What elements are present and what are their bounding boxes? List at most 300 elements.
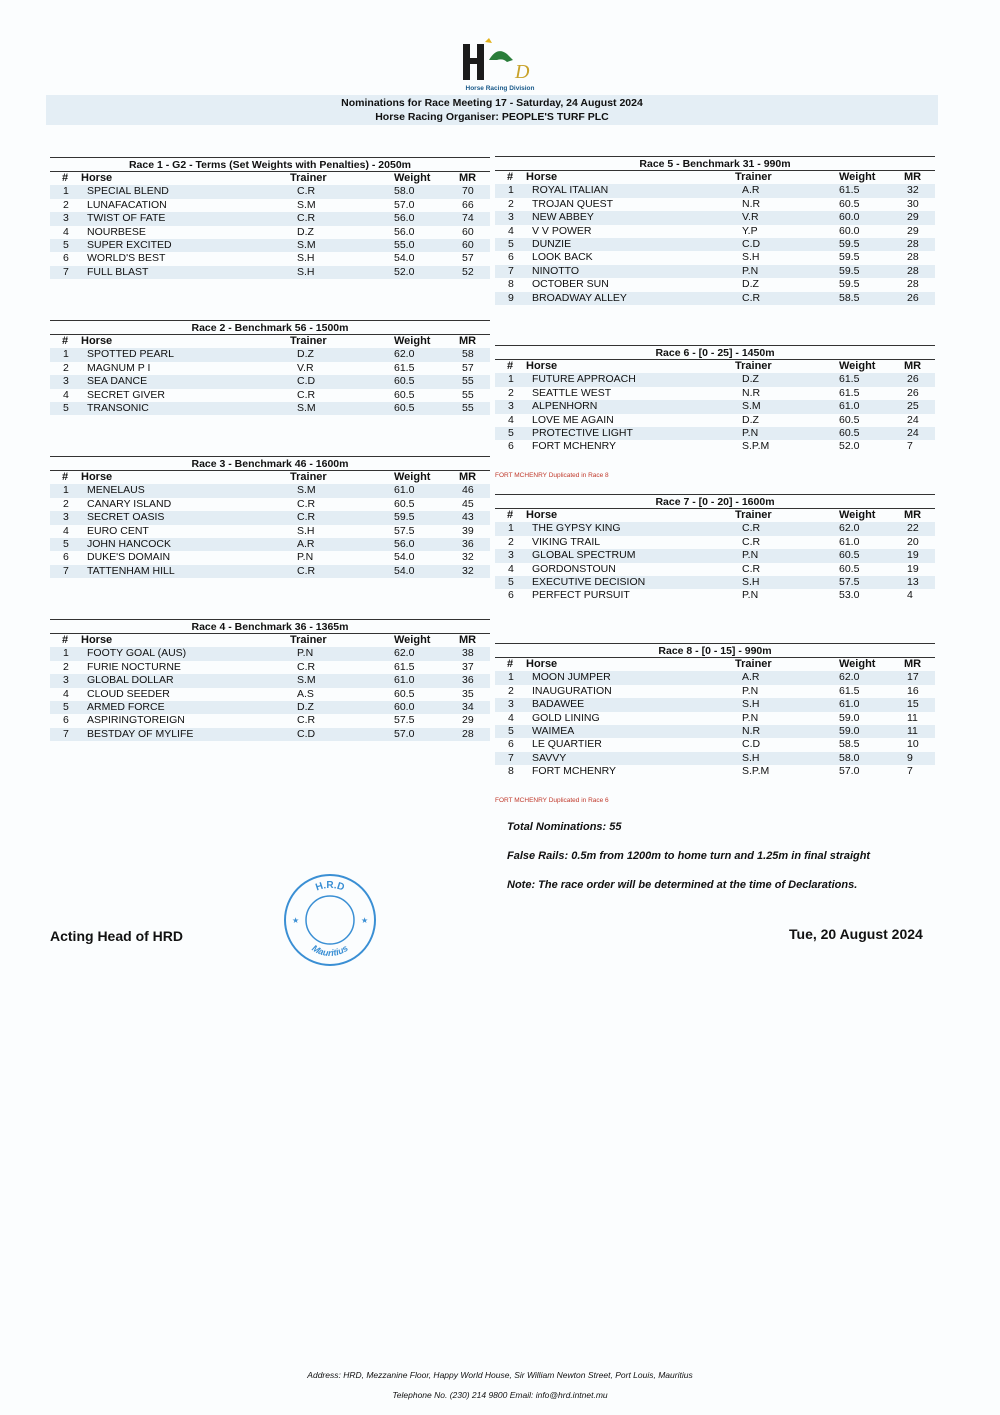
weight: 60.5 [839,549,860,562]
trainer: A.R [742,671,760,684]
weight: 54.0 [394,252,415,265]
table-row [495,536,935,549]
trainer: S.M [297,484,316,497]
weight: 60.5 [394,497,415,510]
race-1-table [50,157,490,279]
table-row [50,362,490,375]
trainer: N.R [742,724,761,737]
merit-rating: 9 [907,751,913,764]
weight: 60.0 [394,700,415,713]
horse-name: FORT MCHENRY [532,440,617,453]
race-title: Race 5 - Benchmark 31 - 990m [495,157,935,171]
trainer: S.P.M [742,765,770,778]
row-number: 3 [63,674,69,687]
horse-name: GORDONSTOUN [532,562,616,575]
weight: 59.5 [839,278,860,291]
merit-rating: 28 [907,237,919,250]
col-trainer-header: Trainer [290,634,327,646]
row-number: 3 [508,698,514,711]
horse-name: VIKING TRAIL [532,535,601,548]
row-number: 1 [63,484,69,497]
trainer: P.N [742,684,759,697]
horse-name: WORLD'S BEST [87,252,166,265]
table-row [50,538,490,551]
merit-rating: 34 [462,700,474,713]
row-number: 4 [63,225,69,238]
row-number: 5 [63,700,69,713]
weight: 52.0 [394,265,415,278]
col-mr-header: MR [904,509,922,521]
merit-rating: 28 [907,278,919,291]
footer-phone: Telephone No. (230) 214 9800 Email: info@hrd.intnet.mu [392,1390,608,1400]
col-num-header: # [507,360,514,372]
table-row [495,292,935,305]
weight: 60.0 [839,211,860,224]
weight: 61.0 [839,535,860,548]
horse-name: SPECIAL BLEND [87,185,169,198]
horse-name: SUPER EXCITED [87,238,172,251]
row-number: 2 [63,497,69,510]
duplicate-note-race6: FORT MCHENRY Duplicated in Race 8 [495,472,609,479]
row-number: 2 [508,386,514,399]
race-8-table [495,643,935,779]
merit-rating: 55 [462,388,474,401]
race-order-note: Note: The race order will be determined at the time of Declarations. [507,879,858,891]
weight: 57.5 [839,575,860,588]
col-trainer-header: Trainer [290,335,327,347]
column-header-row [50,634,490,647]
row-number: 5 [63,537,69,550]
horse-name: TATTENHAM HILL [87,564,175,577]
stamp-bottom-text: Mauritius [310,942,350,959]
col-trainer-header: Trainer [735,171,772,183]
row-number: 2 [508,197,514,210]
merit-rating: 35 [462,687,474,700]
trainer: C.R [297,511,316,524]
table-row [50,212,490,225]
weight: 59.0 [839,724,860,737]
table-row [495,198,935,211]
col-num-header: # [507,658,514,670]
horse-name: SECRET GIVER [87,388,165,401]
col-trainer-header: Trainer [735,509,772,521]
col-mr-header: MR [459,634,477,646]
weight: 58.0 [839,751,860,764]
col-num-header: # [62,634,69,646]
horse-name: DUKE'S DOMAIN [87,551,171,564]
column-header-row [495,360,935,373]
merit-rating: 7 [907,440,913,453]
horse-name: NEW ABBEY [532,211,594,224]
race-7-table [495,494,935,603]
weight: 61.5 [839,684,860,697]
merit-rating: 4 [907,589,913,602]
race-5-table [495,156,935,305]
horse-name: TRANSONIC [87,401,149,414]
row-number: 7 [63,564,69,577]
weight: 61.5 [839,373,860,386]
horse-name: NOURBESE [87,225,146,238]
trainer: S.H [297,524,315,537]
col-weight-header: Weight [839,658,876,670]
table-row [495,184,935,197]
merit-rating: 66 [462,198,474,211]
table-row [50,647,490,660]
merit-rating: 60 [462,225,474,238]
col-num-header: # [62,471,69,483]
trainer: C.R [297,212,316,225]
trainer: C.D [742,237,761,250]
race-title: Race 1 - G2 - Terms (Set Weights with Penalties) - 2050m [50,158,490,172]
trainer: D.Z [742,373,759,386]
horse-name: GOLD LINING [532,711,600,724]
trainer: P.N [742,264,759,277]
table-row [50,688,490,701]
horse-name: NINOTTO [532,264,580,277]
trainer: C.R [297,714,316,727]
weight: 61.0 [394,484,415,497]
merit-rating: 70 [462,185,474,198]
merit-rating: 58 [462,348,474,361]
row-number: 5 [63,238,69,251]
trainer: D.Z [297,225,314,238]
horse-name: MAGNUM P I [87,361,151,374]
column-header-row [495,171,935,184]
trainer: C.D [742,738,761,751]
trainer: P.N [742,711,759,724]
table-row [495,725,935,738]
table-row [50,498,490,511]
merit-rating: 26 [907,373,919,386]
merit-rating: 10 [907,738,919,751]
col-mr-header: MR [904,171,922,183]
weight: 58.5 [839,738,860,751]
trainer: P.N [742,549,759,562]
table-row [495,563,935,576]
row-number: 1 [508,373,514,386]
table-row [495,373,935,386]
row-number: 9 [508,291,514,304]
footer-address: Address: HRD, Mezzanine Floor, Happy World House, Sir William Newton Street, Port Louis, Mauritius [307,1370,693,1380]
trainer: A.R [297,537,315,550]
weight: 62.0 [394,647,415,660]
row-number: 6 [508,589,514,602]
row-number: 7 [508,751,514,764]
row-number: 2 [508,535,514,548]
row-number: 8 [508,765,514,778]
merit-rating: 32 [462,564,474,577]
col-horse-header: Horse [81,335,113,347]
col-mr-header: MR [459,335,477,347]
weight: 54.0 [394,551,415,564]
merit-rating: 26 [907,291,919,304]
merit-rating: 37 [462,660,474,673]
table-row [495,238,935,251]
merit-rating: 55 [462,375,474,388]
table-row [50,375,490,388]
trainer: S.H [742,575,760,588]
row-number: 3 [508,400,514,413]
merit-rating: 11 [907,724,918,737]
trainer: S.M [297,401,316,414]
svg-text:★: ★ [361,916,369,925]
horse-name: BROADWAY ALLEY [532,291,627,304]
stamp-top-text: H.R.D [314,880,346,894]
trainer: C.R [297,564,316,577]
horse-name: BADAWEE [532,698,585,711]
merit-rating: 20 [907,535,919,548]
col-weight-header: Weight [394,471,431,483]
col-trainer-header: Trainer [735,658,772,670]
horse-name: EXECUTIVE DECISION [532,575,646,588]
table-row [50,389,490,402]
table-row [50,661,490,674]
merit-rating: 32 [462,551,474,564]
horse-name: ASPIRINGTOREIGN [87,714,185,727]
merit-rating: 13 [907,575,919,588]
merit-rating: 52 [462,265,474,278]
weight: 60.5 [394,401,415,414]
trainer: P.N [742,426,759,439]
row-number: 6 [63,252,69,265]
weight: 54.0 [394,564,415,577]
trainer: S.M [297,238,316,251]
row-number: 1 [63,348,69,361]
table-row [495,427,935,440]
row-number: 3 [508,549,514,562]
table-row [495,549,935,562]
row-number: 1 [63,185,69,198]
race-title: Race 4 - Benchmark 36 - 1365m [50,620,490,634]
horse-name: LOVE ME AGAIN [532,413,614,426]
col-horse-header: Horse [81,634,113,646]
merit-rating: 32 [907,184,919,197]
table-row [495,211,935,224]
merit-rating: 24 [907,413,919,426]
svg-text:★: ★ [292,916,300,925]
horse-name: V V POWER [532,224,592,237]
horse-name: ARMED FORCE [87,700,165,713]
horse-name: PERFECT PURSUIT [532,589,630,602]
merit-rating: 19 [907,562,919,575]
row-number: 4 [508,711,514,724]
horse-name: FUTURE APPROACH [532,373,636,386]
horse-name: LE QUARTIER [532,738,602,751]
row-number: 4 [508,562,514,575]
horse-name: LOOK BACK [532,251,593,264]
column-header-row [50,471,490,484]
logo-caption: Horse Racing Division [465,85,535,92]
trainer: D.Z [297,348,314,361]
horse-name: CANARY ISLAND [87,497,172,510]
total-nominations: Total Nominations: 55 [507,821,622,833]
trainer: P.N [297,551,314,564]
merit-rating: 29 [907,224,919,237]
weight: 62.0 [839,671,860,684]
table-row [50,674,490,687]
row-number: 4 [63,524,69,537]
row-number: 2 [63,198,69,211]
col-horse-header: Horse [526,360,558,372]
row-number: 4 [508,413,514,426]
table-row [50,565,490,578]
weight: 61.0 [839,698,860,711]
table-row [495,671,935,684]
col-num-header: # [507,171,514,183]
col-mr-header: MR [459,172,477,184]
race-6-table [495,345,935,454]
merit-rating: 43 [462,511,474,524]
table-row [50,728,490,741]
weight: 62.0 [839,522,860,535]
col-weight-header: Weight [839,171,876,183]
weight: 61.5 [839,184,860,197]
merit-rating: 11 [907,711,918,724]
trainer: D.Z [297,700,314,713]
table-row [495,738,935,751]
merit-rating: 19 [907,549,919,562]
merit-rating: 28 [907,251,919,264]
table-row [495,278,935,291]
row-number: 1 [508,184,514,197]
trainer: C.R [742,291,761,304]
trainer: S.M [742,400,761,413]
merit-rating: 7 [907,765,913,778]
weight: 55.0 [394,238,415,251]
table-row [50,402,490,415]
trainer: C.R [742,562,761,575]
trainer: C.R [742,522,761,535]
weight: 57.0 [394,198,415,211]
table-row [495,698,935,711]
row-number: 5 [508,237,514,250]
race-title: Race 6 - [0 - 25] - 1450m [495,346,935,360]
col-horse-header: Horse [526,509,558,521]
col-weight-header: Weight [839,509,876,521]
horse-name: MOON JUMPER [532,671,611,684]
weight: 56.0 [394,212,415,225]
col-num-header: # [62,335,69,347]
weight: 61.0 [394,674,415,687]
col-weight-header: Weight [839,360,876,372]
row-number: 5 [63,401,69,414]
horse-name: TROJAN QUEST [532,197,614,210]
horse-name: FURIE NOCTURNE [87,660,181,673]
row-number: 2 [508,684,514,697]
row-number: 4 [63,388,69,401]
trainer: V.R [742,211,759,224]
row-number: 4 [63,687,69,700]
weight: 59.5 [394,511,415,524]
row-number: 5 [508,575,514,588]
horse-name: SEA DANCE [87,375,148,388]
weight: 53.0 [839,589,860,602]
merit-rating: 74 [462,212,474,225]
duplicate-note-race8: FORT MCHENRY Duplicated in Race 6 [495,797,609,804]
table-row [50,511,490,524]
trainer: S.P.M [742,440,770,453]
signature-date: Tue, 20 August 2024 [789,926,923,942]
merit-rating: 15 [907,698,919,711]
race-title: Race 8 - [0 - 15] - 990m [495,644,935,658]
table-row [495,765,935,778]
horse-name: DUNZIE [532,237,572,250]
row-number: 1 [63,647,69,660]
weight: 61.5 [394,361,415,374]
weight: 57.5 [394,524,415,537]
horse-name: GLOBAL SPECTRUM [532,549,636,562]
trainer: P.N [742,589,759,602]
trainer: C.R [297,660,316,673]
col-mr-header: MR [904,360,922,372]
false-rails-note: False Rails: 0.5m from 1200m to home turn and 1.25m in final straight [507,850,871,862]
table-row [50,226,490,239]
weight: 61.5 [394,660,415,673]
row-number: 2 [63,660,69,673]
horse-name: LUNAFACATION [87,198,167,211]
trainer: A.S [297,687,314,700]
horse-name: SEATTLE WEST [532,386,612,399]
trainer: N.R [742,386,761,399]
weight: 58.5 [839,291,860,304]
weight: 59.5 [839,264,860,277]
trainer: A.R [742,184,760,197]
row-number: 1 [508,522,514,535]
merit-rating: 28 [462,727,474,740]
weight: 61.0 [839,400,860,413]
weight: 57.0 [839,765,860,778]
col-num-header: # [62,172,69,184]
col-weight-header: Weight [394,172,431,184]
trainer: C.D [297,375,316,388]
row-number: 6 [508,738,514,751]
weight: 61.5 [839,386,860,399]
trainer: V.R [297,361,314,374]
row-number: 6 [63,714,69,727]
merit-rating: 29 [462,714,474,727]
row-number: 7 [508,264,514,277]
horse-name: FOOTY GOAL (AUS) [87,647,187,660]
trainer: S.H [742,751,760,764]
trainer: S.H [297,252,315,265]
table-row [50,239,490,252]
col-trainer-header: Trainer [290,172,327,184]
table-row [50,348,490,361]
horse-name: THE GYPSY KING [532,522,621,535]
svg-text:H.R.D [314,880,345,894]
merit-rating: 16 [907,684,919,697]
table-row [495,712,935,725]
merit-rating: 60 [462,238,474,251]
row-number: 1 [508,671,514,684]
merit-rating: 36 [462,537,474,550]
merit-rating: 57 [462,361,474,374]
merit-rating: 25 [907,400,919,413]
merit-rating: 46 [462,484,474,497]
horse-name: ALPENHORN [532,400,598,413]
weight: 60.5 [394,375,415,388]
table-row [495,440,935,453]
svg-text:Mauritius [310,943,350,958]
table-row [495,752,935,765]
merit-rating: 36 [462,674,474,687]
weight: 59.0 [839,711,860,724]
weight: 56.0 [394,225,415,238]
row-number: 6 [508,251,514,264]
horse-name: SPOTTED PEARL [87,348,174,361]
weight: 57.0 [394,727,415,740]
table-row [495,251,935,264]
